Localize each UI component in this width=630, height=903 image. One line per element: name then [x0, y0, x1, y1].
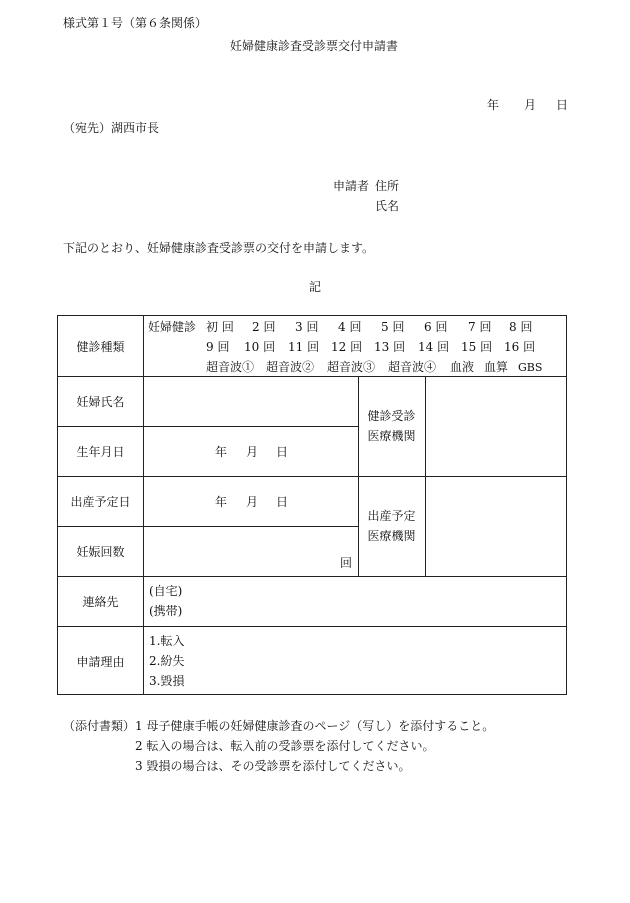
exam-item: 16 回	[504, 340, 536, 354]
row-divider	[58, 576, 566, 577]
exam-item: 12 回	[331, 340, 363, 354]
attachments-label: （添付書類）	[63, 719, 136, 733]
attachment-item: 3 毀損の場合は、その受診票を添付してください。	[135, 759, 411, 773]
reason-option[interactable]: 1.転入	[149, 634, 185, 648]
checkup-facility-label: 健診受診 医療機関	[367, 409, 416, 443]
exam-item: 血算	[484, 360, 509, 374]
birthdate-field[interactable]	[144, 427, 358, 476]
due-year-label: 年	[215, 495, 228, 509]
date-day-label: 日	[556, 98, 569, 112]
exam-item: 6 回	[424, 320, 448, 334]
exam-item: 超音波④	[388, 360, 437, 374]
exam-type-label: 健診種類	[76, 340, 125, 354]
exam-item: 13 回	[374, 340, 406, 354]
exam-item: 7 回	[468, 320, 492, 334]
exam-item: 超音波③	[327, 360, 376, 374]
application-statement: 下記のとおり、妊婦健康診査受診票の交付を申請します。	[63, 241, 375, 255]
birthdate-day-label: 日	[276, 445, 289, 459]
checkup-facility-field[interactable]	[426, 377, 566, 476]
attachment-item: 1 母子健康手帳の妊婦健康診査のページ（写し）を添付すること。	[135, 719, 495, 733]
delivery-facility-label: 出産予定 医療機関	[367, 509, 416, 543]
applicant-label: 申請者	[333, 179, 370, 193]
reason-option[interactable]: 3.毀損	[149, 674, 185, 688]
due-date-field[interactable]	[144, 477, 358, 526]
exam-item: 血液	[450, 360, 475, 374]
reason-option[interactable]: 2.紛失	[149, 654, 185, 668]
exam-item: 8 回	[509, 320, 533, 334]
pregnancy-count-label: 妊娠回数	[76, 545, 125, 559]
form-number: 様式第１号（第６条関係）	[63, 16, 208, 30]
exam-item: 4 回	[338, 320, 362, 334]
applicant-address-label: 住所	[375, 179, 400, 193]
exam-prefix: 妊婦健診	[148, 320, 197, 334]
exam-item: 3 回	[295, 320, 319, 334]
applicant-name-label: 氏名	[375, 199, 400, 213]
due-month-label: 月	[246, 495, 259, 509]
exam-item: 超音波①	[206, 360, 255, 374]
addressee: （宛先）湖西市長	[63, 121, 160, 135]
exam-item: 超音波②	[266, 360, 315, 374]
exam-item: 14 回	[418, 340, 450, 354]
due-day-label: 日	[276, 495, 289, 509]
reason-label: 申請理由	[76, 655, 125, 669]
form-title: 妊婦健康診査受診票交付申請書	[230, 39, 399, 53]
exam-item: 10 回	[244, 340, 276, 354]
contact-home[interactable]: (自宅)	[149, 584, 183, 598]
application-form-table	[57, 315, 567, 695]
birthdate-month-label: 月	[246, 445, 259, 459]
ki-label: 記	[309, 280, 322, 294]
delivery-facility-field[interactable]	[426, 477, 566, 576]
birthdate-year-label: 年	[215, 445, 228, 459]
contact-mobile[interactable]: (携帯)	[149, 604, 183, 618]
exam-item: 15 回	[461, 340, 493, 354]
pregnant-name-label: 妊婦氏名	[76, 395, 125, 409]
due-date-label: 出産予定日	[70, 495, 131, 509]
exam-item: 2 回	[252, 320, 276, 334]
attachment-item: 2 転入の場合は、転入前の受診票を添付してください。	[135, 739, 435, 753]
exam-item: 初 回	[206, 320, 234, 334]
exam-item: GBS	[518, 361, 543, 374]
row-divider	[58, 626, 566, 627]
exam-item: 5 回	[381, 320, 405, 334]
exam-item: 11 回	[288, 340, 320, 354]
birthdate-label: 生年月日	[76, 445, 125, 459]
date-month-label: 月	[524, 98, 537, 112]
pregnancy-count-unit: 回	[340, 556, 353, 570]
pregnancy-count-field[interactable]	[144, 527, 358, 576]
date-year-label: 年	[487, 98, 500, 112]
exam-item: 9 回	[206, 340, 230, 354]
pregnant-name-field[interactable]	[144, 377, 358, 426]
contact-label: 連絡先	[82, 595, 119, 609]
